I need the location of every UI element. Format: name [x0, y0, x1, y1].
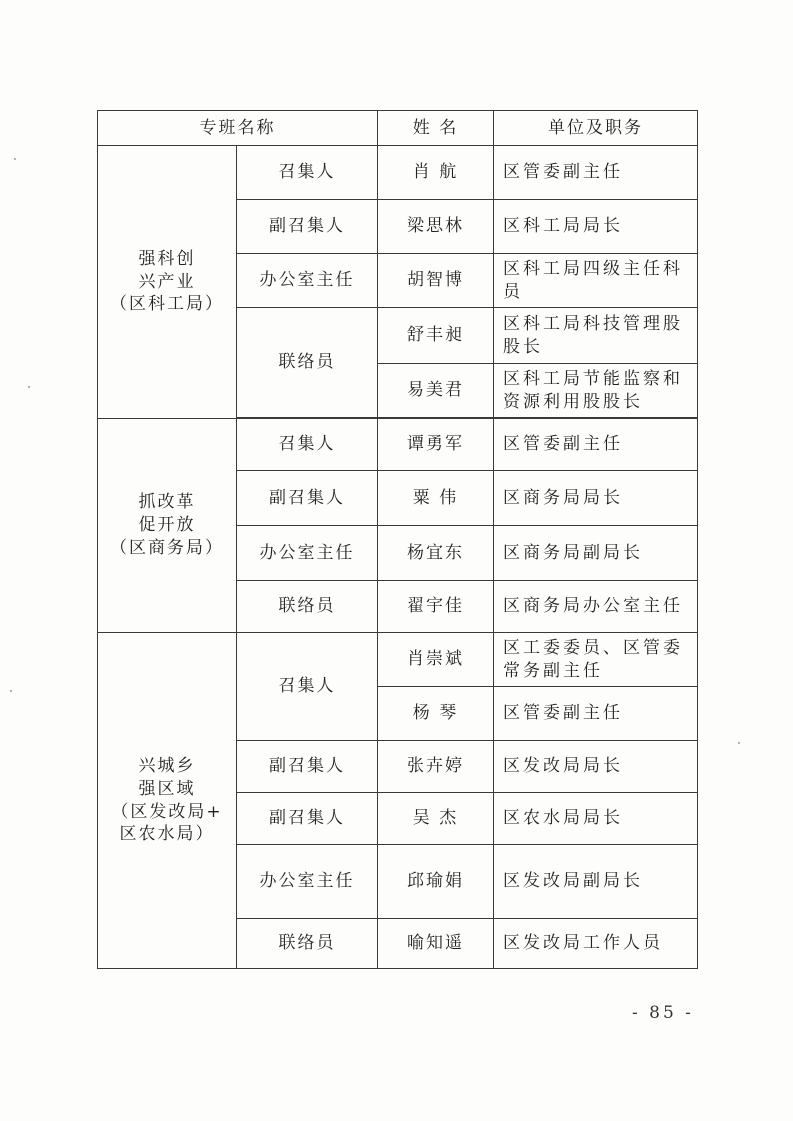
page-number: - 85 -: [632, 1003, 694, 1023]
group-name-line: 区农水局）: [119, 824, 215, 845]
person-name-cell: 易美君: [378, 364, 494, 418]
unit-post-cell: 区发改局副局长: [494, 845, 698, 919]
role-cell: 联络员: [237, 308, 378, 418]
group-name-line: 强科创: [138, 248, 196, 269]
group-name-line: （区发改局+: [111, 801, 223, 822]
group-name-cell: [98, 419, 237, 633]
unit-post-cell: 区管委副主任: [494, 687, 698, 741]
role-cell: 召集人: [237, 633, 378, 741]
role-cell: 召集人: [237, 146, 378, 200]
person-name-cell: 舒丰昶: [378, 308, 494, 364]
unit-post-cell: 区工委委员、区管委常务副主任: [494, 633, 698, 687]
role-cell: 办公室主任: [237, 254, 378, 308]
person-name-cell: 梁思林: [378, 200, 494, 254]
role-cell: 副召集人: [237, 471, 378, 526]
role-cell: 联络员: [237, 581, 378, 633]
table-header-row: [98, 111, 698, 146]
person-name-cell: 邱瑜娟: [378, 845, 494, 919]
header-group-name: 专班名称: [98, 111, 378, 146]
group-name-line: 兴产业: [138, 271, 196, 292]
person-name-cell: 胡智博: [378, 254, 494, 308]
table-row: [98, 419, 698, 471]
unit-post-cell: 区科工局局长: [494, 200, 698, 254]
person-name-cell: 杨宜东: [378, 526, 494, 581]
role-cell: 联络员: [237, 919, 378, 969]
scan-speck: [28, 386, 30, 388]
group-name-line: 强区域: [138, 778, 196, 799]
unit-post-cell: 区农水局局长: [494, 793, 698, 845]
person-name-cell: 杨 琴: [378, 687, 494, 741]
role-cell: 召集人: [237, 419, 378, 471]
group-name-line: 促开放: [138, 515, 196, 536]
person-name-cell: 谭勇军: [378, 419, 494, 471]
unit-post-cell: 区商务局局长: [494, 471, 698, 526]
unit-post-cell: 区管委副主任: [494, 146, 698, 200]
scan-speck: [14, 158, 16, 160]
group-name-cell: [98, 146, 237, 419]
table-row: [98, 633, 698, 687]
role-cell: 副召集人: [237, 793, 378, 845]
role-cell: 办公室主任: [237, 526, 378, 581]
person-name-cell: 吴 杰: [378, 793, 494, 845]
person-name-cell: 张卉婷: [378, 741, 494, 793]
group-name-line: （区商务局）: [110, 537, 224, 558]
person-name-cell: 翟宇佳: [378, 581, 494, 633]
person-name-cell: 肖崇斌: [378, 633, 494, 687]
scan-speck: [10, 690, 12, 692]
header-unit-post: 单位及职务: [494, 111, 698, 146]
unit-post-cell: 区发改局局长: [494, 741, 698, 793]
role-cell: 副召集人: [237, 200, 378, 254]
group-name-line: 抓改革: [138, 492, 196, 513]
group-name-line: （区科工局）: [110, 294, 224, 315]
group-name-line: 兴城乡: [138, 755, 196, 776]
unit-post-cell: 区科工局四级主任科员: [494, 254, 698, 308]
unit-post-cell: 区管委副主任: [494, 419, 698, 471]
unit-post-cell: 区科工局科技管理股股长: [494, 308, 698, 364]
group-name-cell: [98, 633, 237, 969]
unit-post-cell: 区发改局工作人员: [494, 919, 698, 969]
header-person-name: 姓 名: [378, 111, 494, 146]
task-force-roster-table: [97, 110, 698, 969]
unit-post-cell: 区商务局副局长: [494, 526, 698, 581]
table-row: [98, 146, 698, 200]
unit-post-cell: 区商务局办公室主任: [494, 581, 698, 633]
role-cell: 办公室主任: [237, 845, 378, 919]
unit-post-cell: 区科工局节能监察和资源利用股股长: [494, 364, 698, 418]
person-name-cell: 喻知遥: [378, 919, 494, 969]
scan-speck: [738, 742, 740, 744]
role-cell: 副召集人: [237, 741, 378, 793]
person-name-cell: 粟 伟: [378, 471, 494, 526]
person-name-cell: 肖 航: [378, 146, 494, 200]
